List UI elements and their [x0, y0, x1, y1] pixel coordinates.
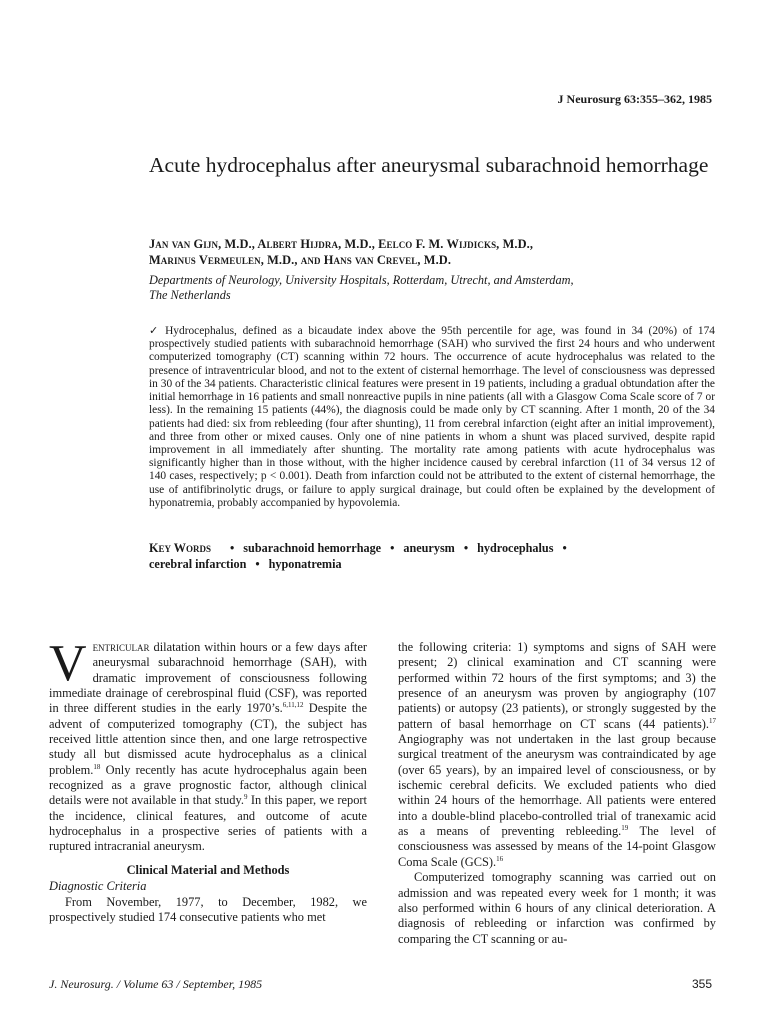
- journal-pages: 355–362, 1985: [640, 92, 712, 106]
- criteria-text: the following criteria: 1) symptoms and signs of SAH were present; 2) clinical examination and CT scanning were performed within 72 hours of the first symptoms; and 3) the presence of an aneurysm was proven by angiography (107 patients) or autopsy (23 patients), or strongly suggested by the pattern of basal hemorrhage on CT scans (44 patients).: [398, 640, 716, 731]
- citation: 9: [243, 793, 248, 802]
- journal-name: J Neurosurg: [557, 92, 624, 106]
- criteria-paragraph: [398, 640, 716, 870]
- affiliation-line-2: The Netherlands: [149, 288, 231, 302]
- footer-journal: J. Neurosurg. / Volume 63 / September, 1985: [49, 977, 263, 991]
- authors-line-2: Marinus Vermeulen, M.D., and Hans van Crevel, M.D.: [149, 253, 452, 267]
- citation: 19: [621, 824, 629, 833]
- abstract: [149, 325, 715, 510]
- keywords-label: Key Words: [149, 541, 212, 555]
- criteria-text: The level of consciousness was assessed by means of the 14-point Glasgow Coma Scale (GCS).: [398, 824, 717, 869]
- abstract-text: Hydrocephalus, defined as a bicaudate index above the 95th percentile for age, was found in 34 (20%) of 174 prospectively studied patients with subarachnoid hemorrhage (SAH) who survived the first 24 hours and who underwent computerized tomography (CT) scanning within 72 hours. The occurrence of acute hydrocephalus was related to the presence of intraventricular blood, and not to the extent of cisternal hemorrhage. The level of consciousness was depressed in 30 of the 34 patients. Characteristic clinical features were present in 19 patients, including a gradual obtundation after the initial hemorrhage in 16 patients and small nonreactive pupils in nine patients (all with a Glasgow Coma Scale score of 7 or less). In the remaining 15 patients (44%), the diagnosis could be made only by CT scanning. After 1 month, 20 of the 34 patients had died: six from rebleeding (four after shunting), 11 from cerebral infarction (eight after an initial improvement), and three from other or mixed causes. Only one of nine patients in whom a shunt was placed survived, despite rapid improvement in all immediately after shunting. The mortality rate among patients with acute hydrocephalus was significantly higher than in those without, with the higher incidence caused by cerebral infarction (11 of 34 versus 12 of 140 cases, respectively; p < 0.001). Death from infarction could not be attributed to the extent of cisternal hemorrhage, the use of antifibrinolytic drugs, or failure to apply surgical drainage, but could often be explained by the development of hyponatremia, probably accompanied by hypovolemia.: [149, 325, 715, 509]
- citation: 16: [496, 854, 504, 863]
- keyword-separator: •: [255, 557, 260, 571]
- article-title: Acute hydrocephalus after aneurysmal subarachnoid hemorrhage: [149, 153, 709, 177]
- intro-paragraph: [49, 635, 367, 855]
- affiliation: [149, 273, 689, 303]
- keyword-separator: •: [390, 541, 395, 555]
- intro-text: In this paper, we report the incidence, clinical features, and outcome of acute hydrocephalus in a prospective series of patients with a ruptured intracranial aneurysm.: [49, 793, 367, 854]
- citation: 17: [709, 716, 716, 725]
- journal-volume: 63:: [624, 92, 640, 106]
- body-column-right: [398, 640, 716, 947]
- journal-reference: [558, 92, 712, 107]
- intro-text: dilatation within hours or a few days after aneurysmal subarachnoid hemorrhage (SAH), with dramatic improvement of consciousness following immediate drainage of cerebrospinal fluid (CSF), was reported in three different studies in the early 1970’s.: [49, 640, 367, 716]
- authors-line-1: Jan van Gijn, M.D., Albert Hijdra, M.D., Eelco F. M. Wijdicks, M.D.,: [149, 237, 534, 251]
- subsection-heading: Diagnostic Criteria: [49, 879, 147, 894]
- keyword: subarachnoid hemorrhage: [243, 541, 382, 555]
- keyword: hyponatremia: [268, 557, 342, 571]
- keyword-separator: •: [562, 541, 567, 555]
- affiliation-line-1: Departments of Neurology, University Hospitals, Rotterdam, Utrecht, and Amsterdam,: [149, 273, 574, 287]
- intro-small-caps: entricular: [92, 640, 150, 654]
- methods-paragraph: From November, 1977, to December, 1982, we prospectively studied 174 consecutive patients who met: [49, 894, 367, 924]
- citation: 18: [93, 762, 101, 771]
- drop-cap: V: [49, 635, 87, 692]
- keyword: aneurysm: [403, 541, 455, 555]
- criteria-text: Angiography was not undertaken in the last group because surgical treatment of the aneurysm was contraindicated by age (over 65 years), by an impaired level of consciousness, or by ischemic cerebral deficits. We excluded patients who died within 24 hours of the hemorrhage. All patients were entered into a double-blind placebo-controlled trial of tranexamic acid as a means of preventing rebleeding.: [398, 732, 716, 839]
- section-heading: Clinical Material and Methods: [126, 862, 290, 877]
- keywords: [149, 540, 715, 572]
- intro-text: Only recently has acute hydrocephalus again been recognized as a grave prognostic factor, although clinical details were not available in that study.: [49, 762, 367, 808]
- intro-text: Despite the advent of computerized tomography (CT), the subject has received little attention since then, and one large retrospective study all but dismissed acute hydrocephalus as a clinical problem.: [49, 701, 367, 777]
- keyword: cerebral infarction: [149, 557, 247, 571]
- citation: 6,11,12: [282, 701, 304, 710]
- author-list: [149, 236, 689, 268]
- keyword-separator: •: [230, 541, 235, 555]
- page-number: 355: [691, 977, 712, 991]
- body-column-left: [49, 635, 367, 925]
- keyword-separator: •: [463, 541, 469, 555]
- keyword: hydrocephalus: [477, 541, 554, 555]
- checkmark-icon: ✓: [149, 325, 162, 337]
- ct-paragraph: Computerized tomography scanning was carried out on admission and was repeated every week for 1 month; it was also performed within 6 hours of any clinical deterioration. A diagnosis of rebleeding or infarction was confirmed by comparing the CT scanning or au-: [398, 870, 716, 946]
